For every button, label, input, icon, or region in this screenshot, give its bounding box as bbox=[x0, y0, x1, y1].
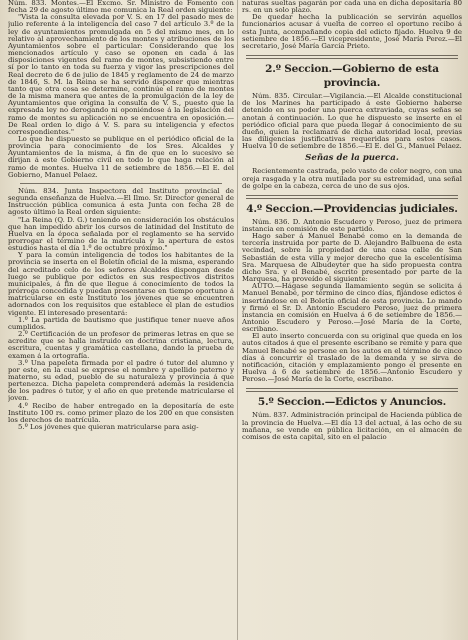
article-number: Núm. 836. bbox=[252, 217, 290, 226]
article-body: El auto inserto concuerda con su original que queda en los autos citados á que el presente escribano se remite y para que Manuel Benabé se persone en los autos en el término de cinco días á concurrir el traslado de la demanda y se sirva de notificación, citación y emplazamiento pongo el presente en Huelva á 6 de setiembre de 1856.—Antonio Escudero y Peroso.—José María de la Corte, escribano. bbox=[242, 332, 462, 384]
article-body: "La Reina (Q. D. G.) teniendo en consideración los obstáculos que han impedido abrir los cursos de latinidad del Instituto de Huelva en la época señalada por el reglamento se ha servido prorrogar el término de la matrícula y la apertura de estos estudios hasta el día 1.º de octubre próximo." bbox=[8, 215, 234, 253]
list-item: 4.º Recibo de haber entregado en la depositaría de este Instituto 100 rs. como primer plazo de los 200 en que consisten los derechos de matrícula. bbox=[8, 401, 234, 424]
section-divider bbox=[246, 55, 458, 59]
list-item: 1.º La partida de bautismo que justifique tener nueve años cumplidos. bbox=[8, 315, 234, 331]
article-body: AUTO.—Hágase segunda llamamiento según se solicita á Manuel Benabé, por término de cinco días, fijándose edictos é insertándose en el Boletín oficial de esta provincia. Lo mando y firmó el Sr. D. Antonio Escudero Peroso, juez de primera instancia en comisión en Huelva á 6 de setiembre de 1856.—Antonio Escudero y Peroso.—José María de la Corte, escribano. bbox=[242, 282, 462, 334]
divider bbox=[20, 183, 222, 184]
section-title: 4.º Seccion.—Providencias judiciales. bbox=[246, 202, 458, 215]
article-body: "Vista la consulta elevada por V. S. en 17 del pasado mes de julio referente á la inteligencia del caso 7 del artículo 3.º de la ley de ayuntamientos promulgada en 5 del mismo mes, en lo relativo al aprovechamiento de los montes y atribuciones de los Ayuntamientos sobre el particular: Considerando que los mencionados artículo y caso se oponen en cada á las disposiciones vigentes del ramo de montes, subsistiendo entre sí por lo tanto en toda su fuerza y vigor las prescripciones del Real decreto de 6 de julio de 1845 y reglamento de 24 de marzo de 1846, S. M. la Reina se ha servido disponer que mientras tanto que otra cosa se determine, continúe el ramo de montes de la misma manera que antes de la promulgación de la ley de Ayuntamientos que origina la consulta de V. S., puesto que la expresada ley no derogando ni oponiéndose á la legislación del ramo de montes su aplicación no se encuentra en oposición.—De Real orden lo digo á V. S. para su inteligencia y efectos correspondientes." bbox=[8, 13, 234, 136]
section-divider bbox=[246, 195, 458, 199]
section-divider bbox=[246, 388, 458, 392]
continuation-text: naturas sueltas pagarán por cada una en dicha depositaría 80 rs. en un solo plazo. bbox=[242, 0, 462, 15]
section-title: 5.º Seccion.—Edictos y Anuncios. bbox=[257, 396, 447, 409]
article-835 bbox=[242, 93, 462, 190]
article-body: Hago saber á Manuel Benabé como en la demanda de tercería instruida por parte de D. Alejandro Balbuena de esta vecindad, sobre la propiedad de una casa calle de San Sebastián de esta villa y mejor derecho que la escelentísima Sra. Marquesa de Albudeyter que ha sido propuesta contra dicho Sra. y el Benabé, escrito presentado por parte de la Marquesa, ha proveído el siguiente: bbox=[242, 232, 462, 284]
article-number: Núm. 837. bbox=[252, 411, 289, 420]
article-body: Recientemente castrada, pelo vasto de color negro, con una oreja rasgada y la otra mutilada por su estremidad, una señal de golpe en la cabeza, cerca de uno de sus ojos. bbox=[242, 167, 462, 190]
article-body: Administración principal de Hacienda pública de la provincia de Huelva.—El día 13 del actual, á las ocho de su mañana, se vende en pública licitación, en el almacén de comisos de esta capital, sito en el palacio bbox=[242, 411, 462, 441]
article-number: Núm. 835. bbox=[252, 92, 290, 101]
subheading: Señas de la puerca. bbox=[305, 153, 399, 164]
article-intro: Junta Inspectora del Instituto provincial de segunda enseñanza de Huelva.—El Ilmo. Sr. Director general de Instrucción pública comunica á esta Junta con fecha 28 de agosto último la Real orden siguiente: bbox=[8, 186, 234, 217]
list-item: 2.º Certificación de un profesor de primeras letras en que se acredite que se halla instruido en doctrina cristiana, lectura, escritura, cuentas y gramática castellana, dando la prueba de examen á la ortografía. bbox=[8, 330, 234, 360]
article-834 bbox=[8, 188, 234, 431]
article-body: Circular.—Vigilancia.—El Alcalde constitucional de los Marines ha participado á este Gobierno haberse detenido en su poder una puerca extraviada, cuyas señas se anotan á continuación. Lo que he dispuesto se inserte en el periódico oficial para que pueda llegar á conocimiento de su dueño, quien la reclamará de dicha autoridad local, previas las diligencias justificativas requeridas para estos casos. Huelva 10 de setiembre de 1856.—El E. del G., Manuel Pelaez. bbox=[242, 92, 462, 151]
section-title: 2.º Seccion.—Gobierno de esta provincia. bbox=[265, 63, 439, 90]
article-body: Y para la común inteligencia de todos los habitantes de la provincia se inserta en el Boletín oficial de la misma, esperando del acreditado celo de los señores Alcaldes dispongan desde luego se publique por edictos en sus respectivos distritos municipales, á fin de que llegue á conocimiento de todos la prórroga concedida y puedan presentarse en tiempo oportuno á matricularse en este Instituto los jóvenes que se encuentren adornados con los requisitos que establece el plan de estudios vigente. El interesado presentará: bbox=[8, 251, 234, 317]
column-rule bbox=[237, 0, 238, 640]
article-body: Lo que he dispuesto se publique en el periódico oficial de la provincia para conocimiento de los Sres. Alcaldes y Ayuntamientos de la misma, á fin de que en lo sucesivo se dirijan á este Gobierno civil en todo lo que haga relación al ramo de montes. Huelva 11 de setiembre de 1856.—El E. del Gobierno, Manuel Pelaez. bbox=[8, 134, 234, 179]
right-column bbox=[242, 0, 462, 640]
article-837 bbox=[242, 412, 462, 441]
list-item: 5.º Los jóvenes que quieran matricularse para asig- bbox=[18, 423, 199, 432]
article-body: D. Antonio Escudero y Peroso, juez de primera instancia en comisión de este partido. bbox=[242, 217, 462, 233]
left-column bbox=[8, 0, 234, 640]
list-item: 3.º Una papeleta firmada por el padre ó tutor del alumno y por este, en la cual se exprese el nombre y apellido paterno y materno, su edad, pueblo de su naturaleza y provincia á que pertenezca. Dicha papeleta comprenderá además la residencia de los padres ó tutor, y el año en que pretende matricularse el joven. bbox=[8, 358, 234, 403]
article-intro: Montes.—El Excmo. Sr. Ministro de Fomento con fecha 29 de agosto último me comunica la Real orden siguiente: bbox=[8, 0, 234, 15]
article-number: Núm. 834. bbox=[18, 186, 59, 195]
article-836 bbox=[242, 219, 462, 384]
article-number: Núm. 833. bbox=[8, 0, 47, 7]
article-833 bbox=[8, 0, 234, 179]
continuation-text: De quedar hecha la publicación se servirán aquellos funcionarios acusar á vuelta de correo el oportuno recibo á esta Junta, acompañando copia del edicto fijado. Huelva 9 de setiembre de 1856.—El vicepresidente, José María Perez.—El secretario, José María García Prieto. bbox=[242, 13, 462, 50]
